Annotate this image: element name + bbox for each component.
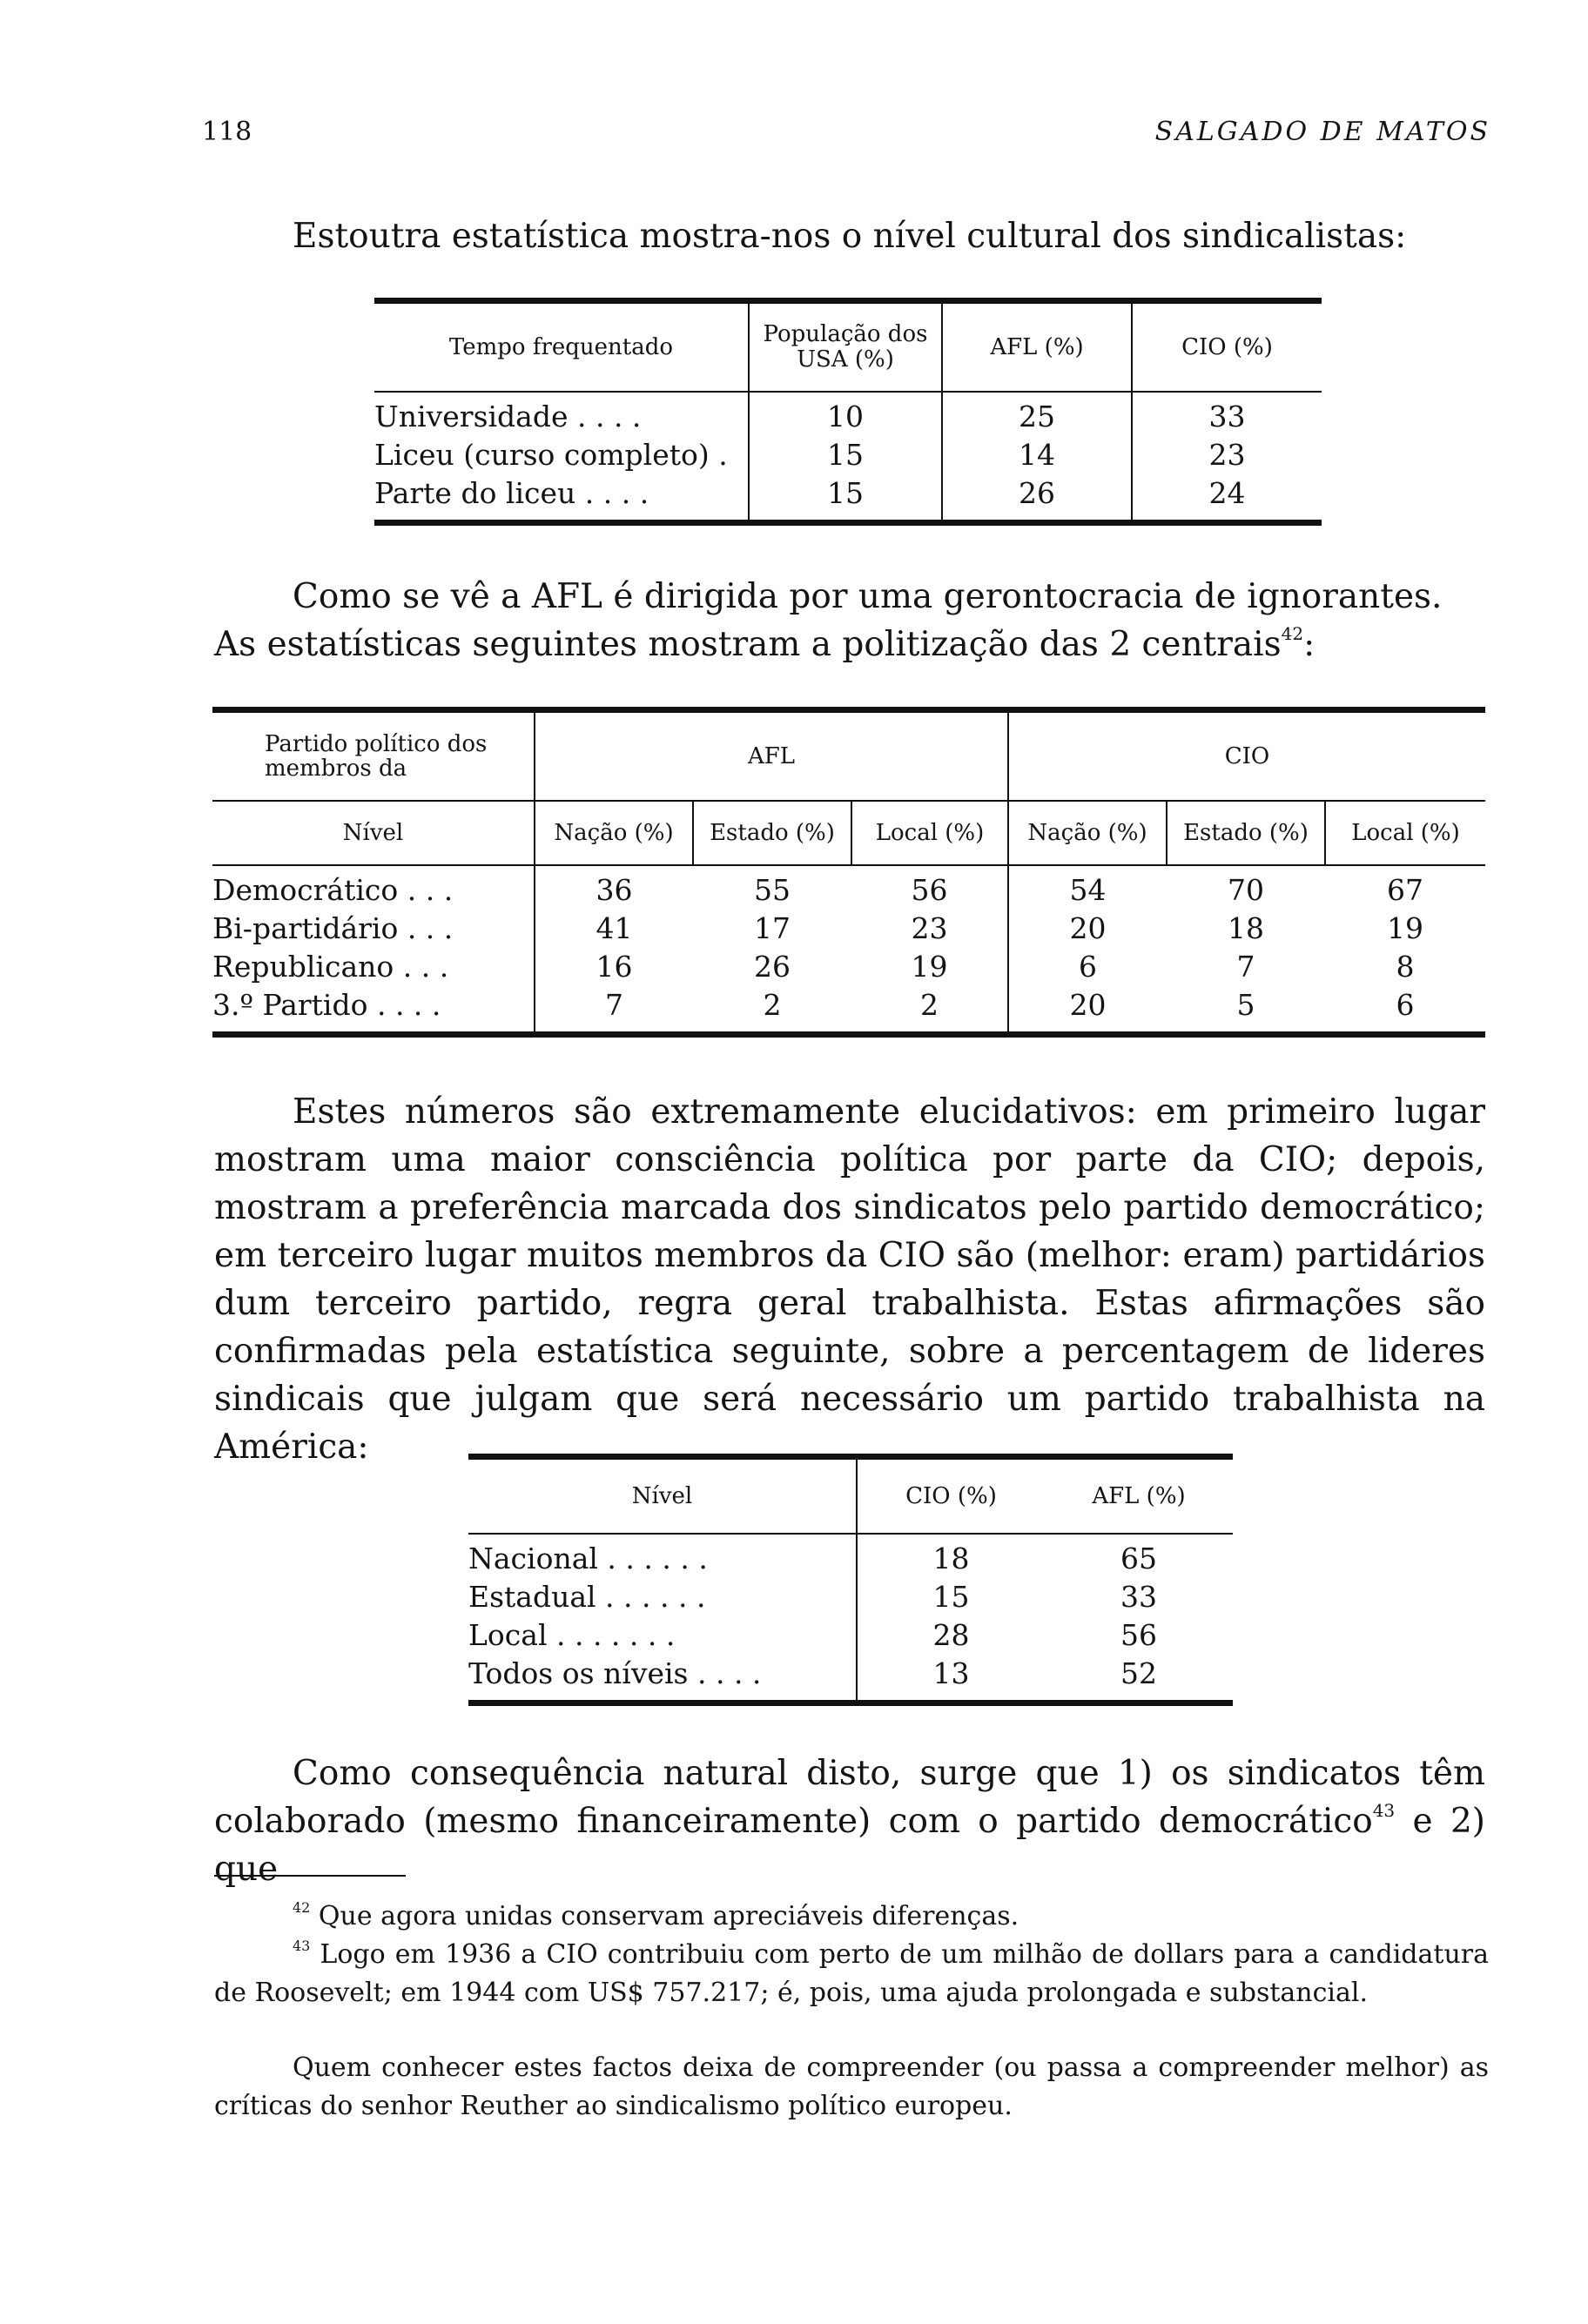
table-cell: 41: [535, 910, 693, 948]
footnote-divider: [214, 1875, 406, 1877]
table-cell: 55: [754, 873, 791, 907]
column-header: Local (%): [851, 801, 1008, 865]
table-cell: 6: [1396, 988, 1415, 1022]
paragraph-line: Como se vê a AFL é dirigida por uma gerontocracia de ignorantes.: [293, 577, 1443, 616]
intro-paragraph: Estoutra estatística mostra-nos o nível cultural dos sindicalistas:: [293, 217, 1407, 256]
row-label: Universidade . . . .: [374, 400, 642, 433]
table-cell: 2: [920, 988, 939, 1022]
footnote-text: Logo em 1936 a CIO contribuiu com perto de um milhão de dollars para a candidatura de Roosevelt; em 1944 com US$ 757.217; é, pois, uma ajuda prolongada e substancial.: [214, 1939, 1489, 2008]
table-cell: 52: [1120, 1656, 1157, 1690]
table-cell: 26: [942, 474, 1132, 523]
table-cell: 19: [1387, 911, 1423, 945]
table-row: [468, 1655, 1233, 1703]
footnote-number: 43: [293, 1938, 311, 1954]
table-row: [374, 436, 1322, 474]
table-cell: 18: [1228, 911, 1264, 945]
labor-party-table: [468, 1454, 1233, 1706]
table-cell: 20: [1008, 986, 1167, 1035]
analysis-paragraph: Estes números são extremamente elucidativos: em primeiro lugar mostram uma maior consciência política por parte da CIO; depois, mostram a preferência marcada dos sindicatos pelo partido democrático; em terceiro lugar muitos membros da CIO são (melhor: eram) partidários dum terceiro partido, regra geral trabalhista. Estas afirmações são confirmadas pela estatística seguinte, sobre a percentagem de lideres sindicais que julgam que será necessário um partido trabalhista na América:: [214, 1092, 1485, 1467]
education-table: [374, 298, 1322, 526]
table-cell: 19: [911, 950, 948, 984]
footnote-ref: 42: [1281, 623, 1304, 644]
column-header: CIO (%): [857, 1457, 1045, 1535]
table-cell: 23: [911, 911, 948, 945]
table-cell: 7: [535, 986, 693, 1035]
row-label: Nacional . . . . . .: [468, 1541, 708, 1575]
row-label: Bi-partidário . . .: [212, 911, 454, 945]
table-cell: 28: [857, 1616, 1045, 1655]
row-label: Todos os níveis . . . .: [468, 1656, 762, 1690]
paragraph-text: As estatísticas seguintes mostram a politização das 2 centrais: [214, 625, 1282, 664]
table-cell: 33: [1120, 1580, 1157, 1614]
table-cell: 5: [1236, 988, 1255, 1022]
table-cell: 26: [754, 950, 791, 984]
column-header: Local (%): [1325, 801, 1485, 865]
row-label: Republicano . . .: [212, 950, 449, 984]
table-cell: 15: [749, 436, 942, 474]
table-header-row: [468, 1457, 1233, 1535]
column-header: AFL (%): [942, 301, 1132, 393]
page-number: 118: [202, 117, 252, 147]
footnote-42: [214, 1897, 1489, 1936]
table-cell: 56: [1120, 1618, 1157, 1652]
row-label: Local . . . . . . .: [468, 1618, 676, 1652]
column-header: Estado (%): [693, 801, 851, 865]
paragraph-text: e 2) que: [214, 1802, 1485, 1889]
page-header: [202, 117, 1490, 151]
paragraph-text: Como consequência natural disto, surge que 1) os sindicatos têm colaborado (mesmo financeiramente) com o partido democrático: [214, 1754, 1485, 1841]
table-cell: 65: [1120, 1541, 1157, 1575]
table-cell: 33: [1132, 392, 1322, 436]
table-cell: 18: [857, 1534, 1045, 1578]
footnote-continuation: Quem conhecer estes factos deixa de compreender (ou passa a compreender melhor) as críticas do senhor Reuther ao sindicalismo político europeu.: [214, 2052, 1489, 2121]
table-cell: 7: [1236, 950, 1255, 984]
table-cell: 24: [1132, 474, 1322, 523]
row-label: Liceu (curso completo) .: [374, 438, 728, 472]
row-label: Democrático . . .: [212, 873, 454, 907]
table-row: [212, 986, 1485, 1035]
table-cell: 67: [1387, 873, 1423, 907]
column-header: Estado (%): [1167, 801, 1325, 865]
row-label: Estadual . . . . . .: [468, 1580, 706, 1614]
table-row: [212, 948, 1485, 986]
footnote-text: Que agora unidas conservam apreciáveis diferenças.: [318, 1901, 1019, 1931]
footnote-43: [214, 1936, 1489, 2012]
table-header-row: [212, 801, 1485, 865]
party-affiliation-table: [212, 707, 1485, 1038]
table-cell: 14: [942, 436, 1132, 474]
column-header: CIO: [1008, 710, 1485, 802]
table-cell: 70: [1228, 873, 1264, 907]
table-row: [212, 865, 1485, 910]
conclusion-paragraph: [214, 1750, 1485, 1893]
table-cell: 13: [857, 1655, 1045, 1703]
table-row: [468, 1616, 1233, 1655]
table-cell: 20: [1008, 910, 1167, 948]
column-header: Nível: [212, 801, 535, 865]
paragraph-line: [214, 621, 1485, 668]
table-header-row: [212, 710, 1485, 802]
table-row: [212, 910, 1485, 948]
column-header: População dos USA (%): [749, 301, 942, 393]
table-cell: 36: [535, 865, 693, 910]
table-cell: 8: [1396, 950, 1415, 984]
table-cell: 17: [754, 911, 791, 945]
table-cell: 6: [1008, 948, 1167, 986]
table-cell: 10: [749, 392, 942, 436]
footnote-number: 42: [293, 1899, 311, 1916]
column-header: Nação (%): [1008, 801, 1167, 865]
column-header: Nação (%): [535, 801, 693, 865]
footnote-ref: 43: [1372, 1800, 1396, 1821]
column-header: Partido político dos membros da: [212, 710, 535, 802]
column-header: CIO (%): [1132, 301, 1322, 393]
column-header: AFL: [535, 710, 1008, 802]
table-cell: 56: [911, 873, 948, 907]
table-row: [468, 1578, 1233, 1616]
table-row: [374, 474, 1322, 523]
table-cell: 15: [857, 1578, 1045, 1616]
column-header: AFL (%): [1045, 1457, 1233, 1535]
row-label: 3.º Partido . . . .: [212, 988, 441, 1022]
table-cell: 15: [749, 474, 942, 523]
table-cell: 23: [1132, 436, 1322, 474]
politics-paragraph: [214, 573, 1485, 668]
column-header: Nível: [468, 1457, 857, 1535]
table-cell: 16: [535, 948, 693, 986]
table-header-row: [374, 301, 1322, 393]
running-head: SALGADO DE MATOS: [1154, 117, 1490, 147]
paragraph-text: :: [1303, 625, 1315, 664]
row-label: Parte do liceu . . . .: [374, 476, 649, 510]
table-row: [468, 1534, 1233, 1578]
table-cell: 54: [1008, 865, 1167, 910]
table-row: [374, 392, 1322, 436]
table-cell: 2: [763, 988, 782, 1022]
column-header: Tempo frequentado: [374, 301, 749, 393]
table-cell: 25: [942, 392, 1132, 436]
